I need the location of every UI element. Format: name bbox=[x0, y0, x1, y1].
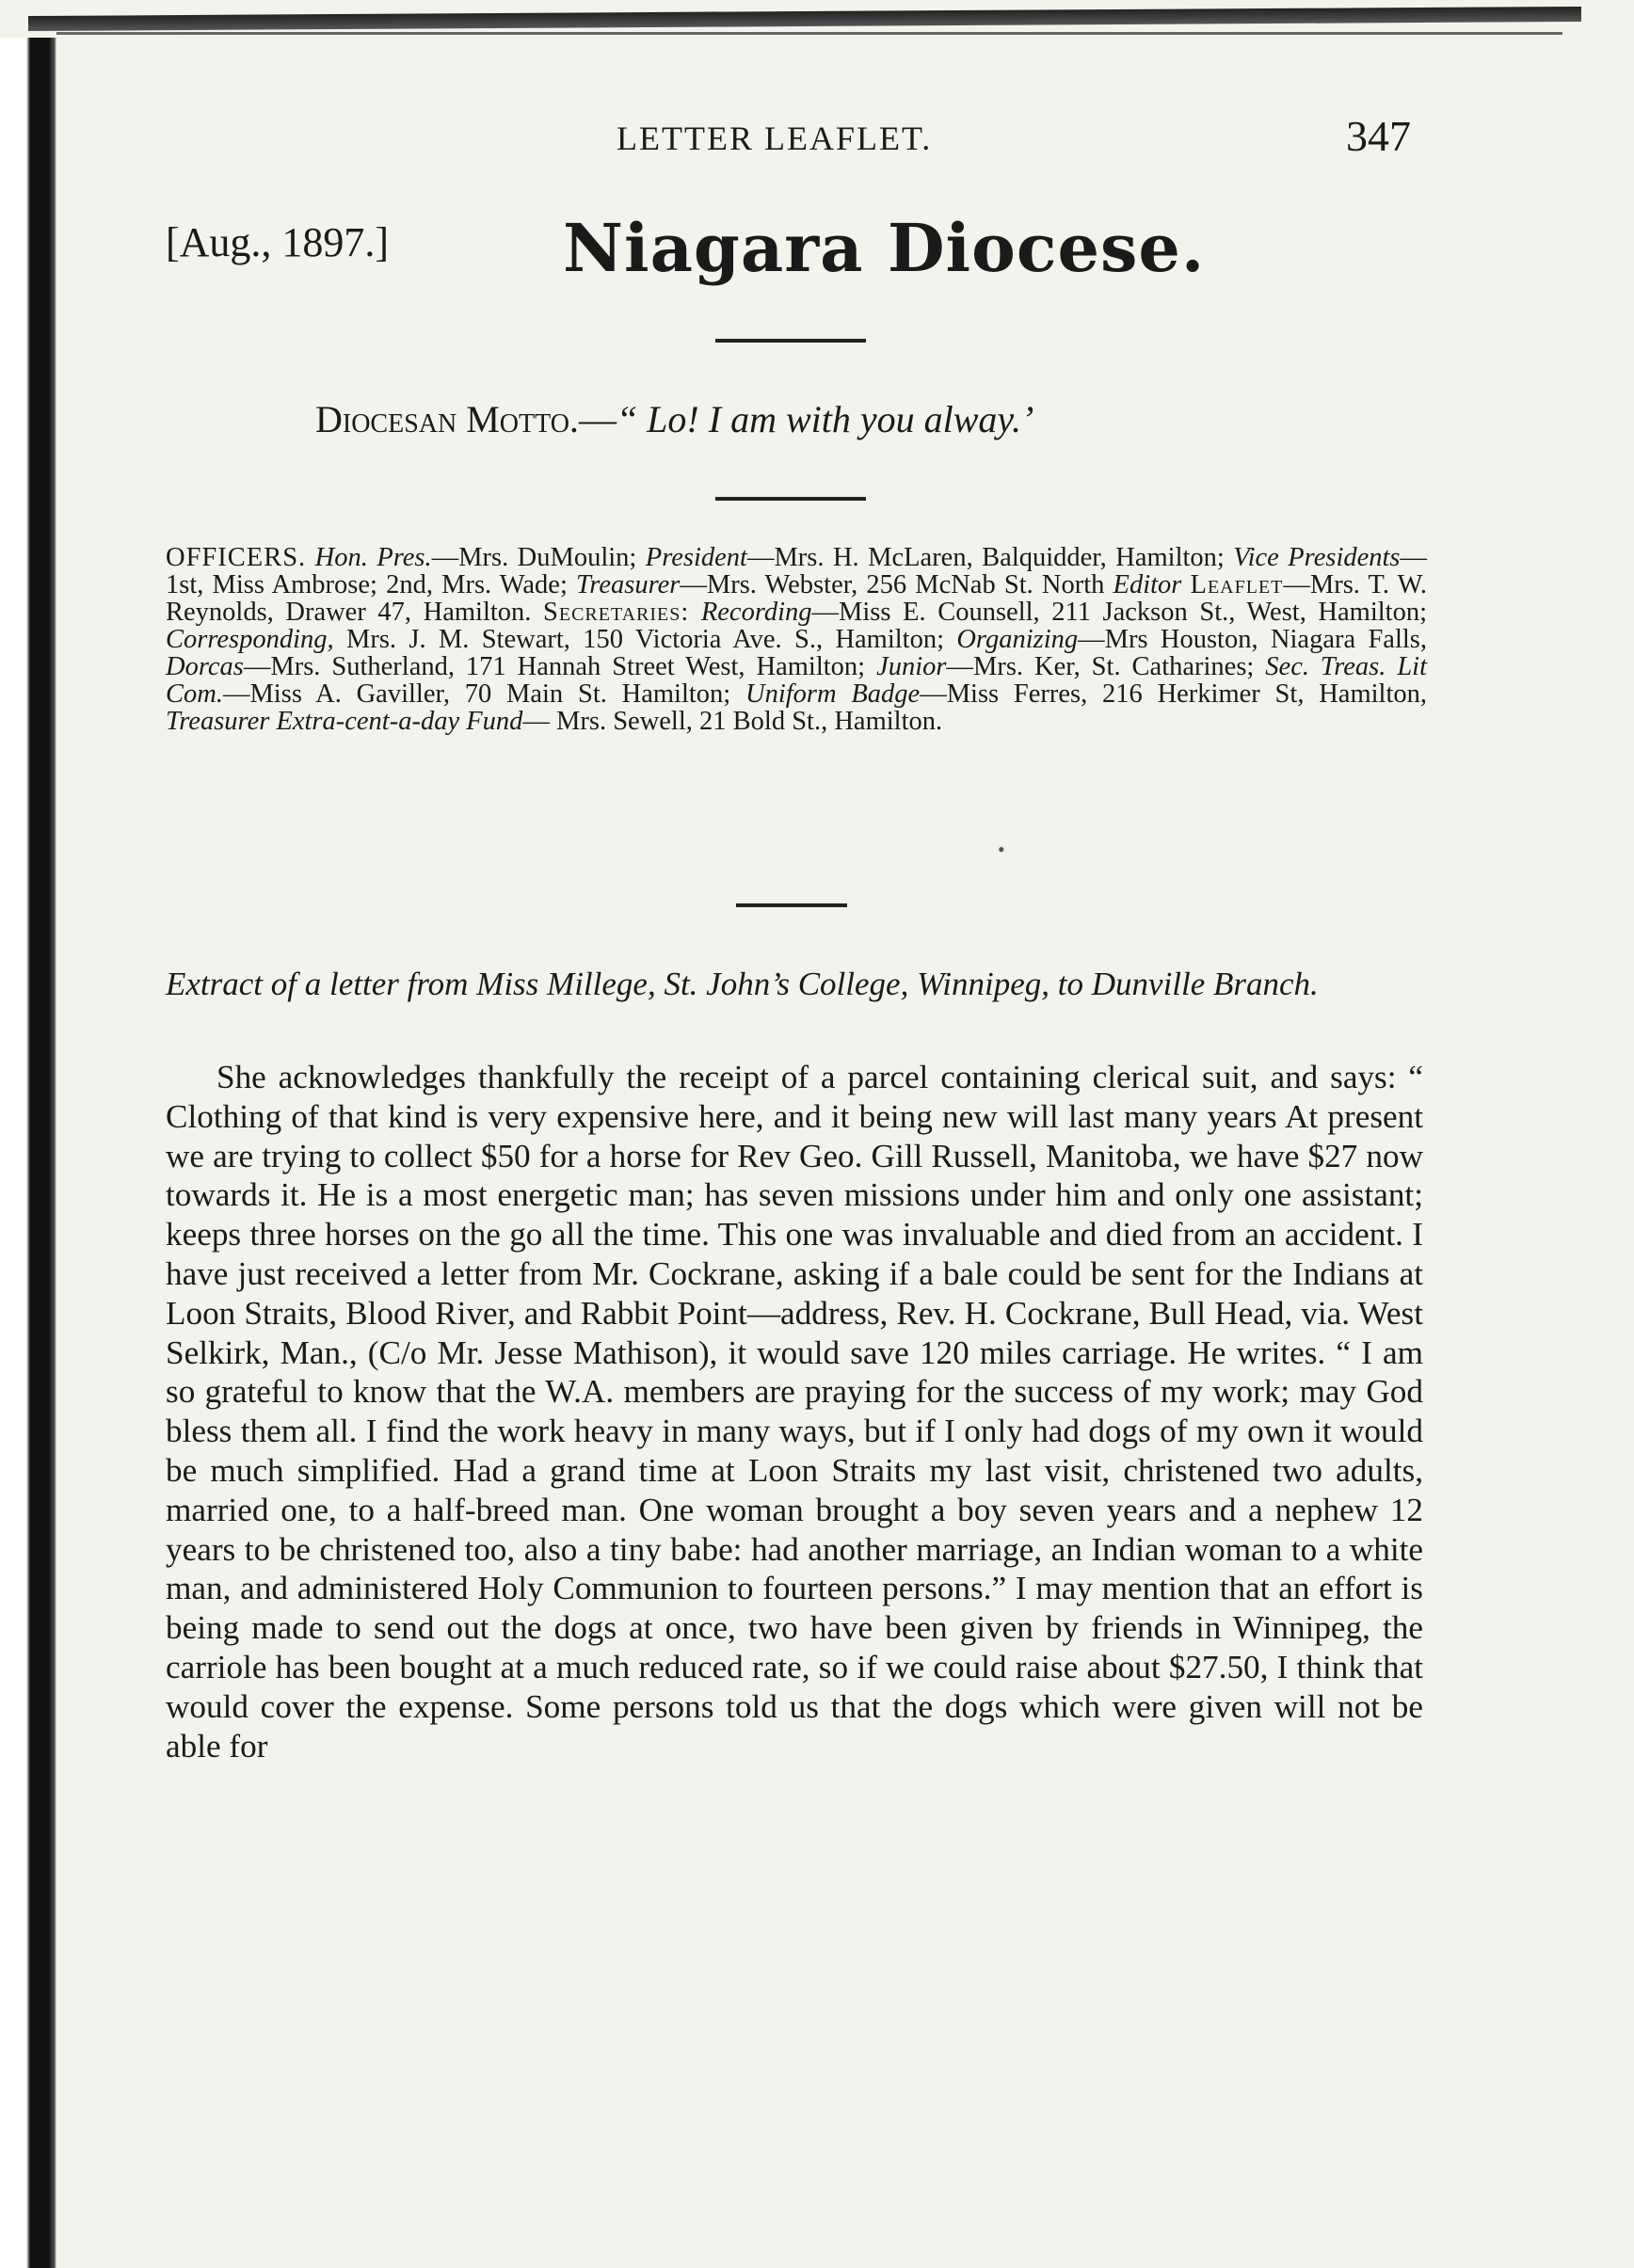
organizing-secretary: —Mrs Houston, Niagara Falls, bbox=[1078, 625, 1427, 654]
treasurer-label: Treasurer bbox=[576, 570, 681, 599]
issue-date: [Aug., 1897.] bbox=[166, 219, 390, 265]
motto-quote: “ Lo! I am with you alway.’ bbox=[616, 398, 1034, 440]
junior-label: Junior bbox=[876, 652, 947, 681]
recording-secretary: —Miss E. Counsell, 211 Jackson St., West, Hamilton; bbox=[811, 598, 1427, 627]
motto-label: Diocesan Motto. bbox=[315, 398, 579, 440]
page-edge-rule-thin bbox=[56, 32, 1562, 35]
diocesan-motto bbox=[315, 397, 1033, 441]
editor-label: Editor bbox=[1113, 570, 1182, 599]
recording-label: Recording bbox=[700, 598, 812, 627]
sec-treas-label: Sec. Treas. Lit Com. bbox=[166, 652, 1428, 709]
sec-treas: —Miss A. Gaviller, 70 Main St. Hamilton; bbox=[222, 679, 731, 709]
corresponding-secretary: Mrs. J. M. Stewart, 150 Victoria Ave. S., Hamilton; bbox=[346, 625, 945, 654]
junior-secretary: —Mrs. Ker, St. Catharines; bbox=[946, 652, 1255, 681]
motto-dash: — bbox=[578, 398, 617, 440]
vice-presidents: —1st, Miss Ambrose; 2nd, Mrs. Wade; bbox=[166, 543, 1428, 599]
dorcas-secretary: —Mrs. Sutherland, 171 Hannah Street West, Hamilton; bbox=[243, 652, 866, 681]
page-edge-rule bbox=[28, 7, 1581, 31]
extract-title: Extract of a letter from Miss Millege, St. John’s College, Winnipeg, to Dunville Branch. bbox=[166, 966, 1319, 1002]
treasurer: —Mrs. Webster, 256 McNab St. North bbox=[680, 570, 1105, 599]
president-label: President bbox=[645, 543, 747, 572]
ink-dot: • bbox=[998, 838, 1005, 861]
corresponding-label: Corresponding, bbox=[166, 625, 334, 654]
editor-leaflet: Leaflet bbox=[1190, 570, 1284, 599]
diocese-title: Niagara Diocese. bbox=[563, 209, 1206, 287]
officers-list bbox=[166, 544, 1427, 735]
letter-body: She acknowledges thankfully the receipt of a parcel containing clerical suit, and says: “ Clothing of that kind is very expensive here, and it being new will last many years At present we are trying to collect $50 for a horse for Rev Geo. Gill Russell, Manitoba, we have $27 now towards it. He is a most energetic man; has seven missions under him and only one assistant; keeps three horses on the go all the time. This one was invaluable and died from an accident. I have just received a letter from Mr. Cockrane, asking if a bale could be sent for the Indians at Loon Straits, Blood River, and Rabbit Point—address, Rev. H. Cockrane, Bull Head, via. West Selkirk, Man., (C/o Mr. Jesse Mathison), it would save 120 miles carriage. He writes. “ I am so grateful to know that the W.A. members are praying for the success of my work; may God bless them all. I find the work heavy in many ways, but if I only had dogs of my own it would be much simplified. Had a grand time at Loon Straits my last visit, christened two adults, married one, to a half-breed man. One woman brought a boy seven years and a nephew 12 years to be christened too, also a tiny babe: had another marriage, an Indian woman to a white man, and administered Holy Communion to fourteen persons.” I may mention that an effort is being made to send out the dogs at once, two have been given by friends in Winnipeg, the carriole has been bought at a much reduced rate, so if we could raise about $27.50, I think that would cover the expense. Some persons told us that the dogs which were given will not be able for bbox=[166, 1059, 1423, 1765]
president: —Mrs. H. McLaren, Balquidder, Hamilton; bbox=[746, 543, 1225, 572]
editor: —Mrs. T. W. Reynolds, Drawer 47, Hamilton. bbox=[166, 570, 1428, 627]
organizing-label: Organizing bbox=[956, 625, 1079, 654]
divider bbox=[715, 497, 866, 501]
dorcas-label: Dorcas bbox=[166, 652, 244, 681]
divider bbox=[736, 903, 847, 907]
extra-label: Treasurer Extra-cent-a-day Fund bbox=[166, 707, 523, 736]
page-number: 347 bbox=[1346, 112, 1411, 160]
hon-pres: —Mrs. DuMoulin; bbox=[431, 543, 637, 572]
hon-pres-label: Hon. Pres. bbox=[314, 543, 432, 572]
binding-spine bbox=[0, 38, 56, 2268]
vice-label: Vice Presidents bbox=[1233, 543, 1401, 572]
secretaries-label: Secretaries: bbox=[543, 598, 690, 627]
extra-cent-fund: — Mrs. Sewell, 21 Bold St., Hamilton. bbox=[522, 707, 943, 736]
badge-label: Uniform Badge bbox=[745, 679, 921, 709]
running-head: LETTER LEAFLET. bbox=[617, 120, 933, 157]
divider bbox=[715, 339, 866, 343]
uniform-badge: —Miss Ferres, 216 Herkimer St, Hamilton, bbox=[920, 679, 1427, 709]
officers-lead: OFFICERS. bbox=[166, 543, 307, 572]
